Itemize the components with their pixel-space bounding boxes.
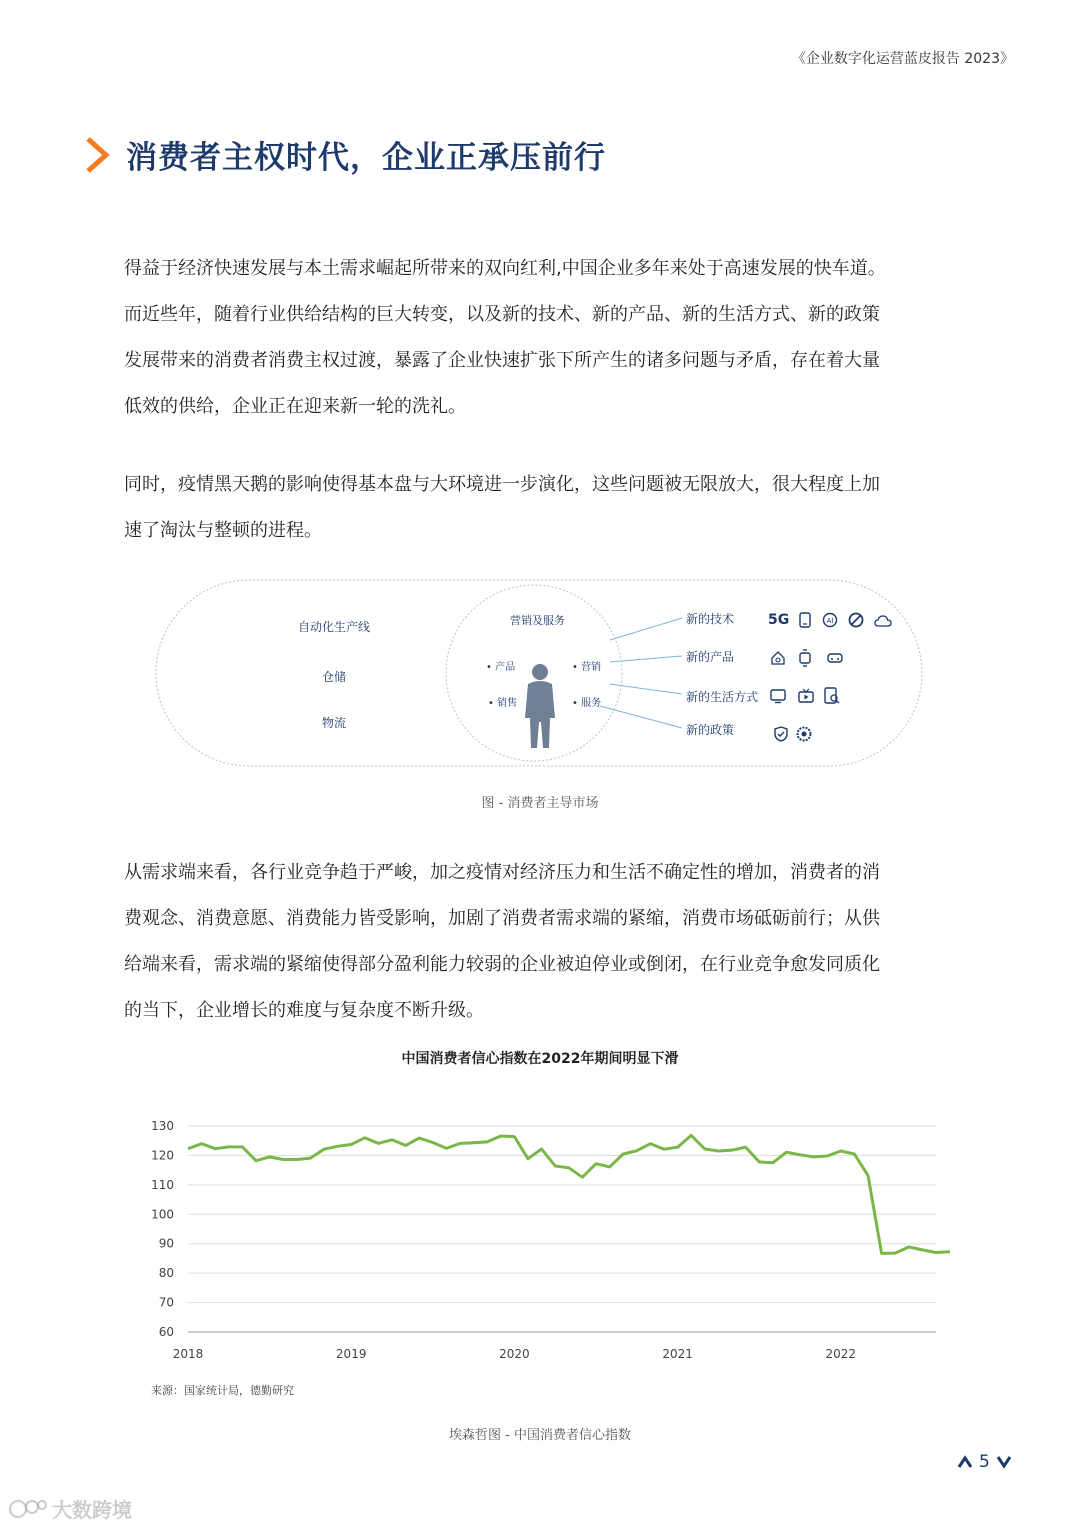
x-tick-label: 2019 [335,1347,367,1361]
x-tick-label: 2018 [172,1347,204,1361]
paragraph-line: 费观念、消费意愿、消费能力皆受影响，加剧了消费者需求端的紧缩，消费市场砥砺前行；从供 [124,908,880,929]
chart-source: 来源：国家统计局，德勤研究 [151,1384,294,1397]
chevron-down-icon[interactable] [996,1455,1012,1469]
y-tick-label: 80 [158,1266,174,1281]
paragraph-line: 发展带来的消费者消费主权过渡，暴露了企业快速扩张下所产生的诸多问题与矛盾，存在着大量 [124,350,880,371]
paragraph-line: 给端来看，需求端的紧缩使得部分盈利能力较弱的企业被迫停业或倒闭，在行业竞争愈发同质化 [124,954,880,975]
watermark-logo-icon [8,1496,48,1522]
paragraph-3 [124,850,960,1034]
paragraph-line: 速了淘汰与整顿的进程。 [124,520,322,541]
document-search-icon [824,687,840,705]
diagram-center-title: 营销及服务 [510,614,565,627]
diagram-left-item: 仓储 [322,670,347,684]
tv-icon [798,688,814,704]
diagram-center-item: • 销售 [488,698,518,709]
paragraph-line: 得益于经济快速发展与本土需求崛起所带来的双向红利,中国企业多年来处于高速发展的快车道。 [124,258,886,279]
x-tick-label: 2022 [825,1347,857,1361]
x-tick-label: 2020 [499,1347,530,1361]
y-tick-label: 70 [158,1295,174,1310]
y-tick-label: 60 [158,1325,174,1339]
car-icon [826,651,844,665]
cloud-icon [874,614,892,628]
shield-check-icon [774,726,788,742]
gear-badge-icon [796,726,812,742]
diagram-right-item: 新的政策 [686,723,735,737]
diagram-right-item: 新的产品 [686,650,735,664]
diagram-left-item: 自动化生产线 [298,620,371,634]
y-tick-label: 110 [151,1177,174,1192]
diagram-right-item: 新的技术 [686,612,735,626]
chart-caption: 埃森哲图 - 中国消费者信心指数 [449,1428,631,1443]
smart-home-icon [770,650,786,666]
page-navigation [957,1452,1012,1472]
phone-icon [798,612,812,628]
diagram-right-item: 新的生活方式 [686,690,759,704]
consumer-market-diagram [150,576,930,770]
paragraph-line: 而近些年，随着行业供给结构的巨大转变，以及新的技术、新的产品、新的生活方式、新的政策 [124,304,880,325]
series-line [188,1135,950,1253]
diagram-left-item: 物流 [322,716,347,730]
watermark [8,1494,132,1523]
svg-text:AI: AI [826,617,834,625]
ai-icon [822,612,838,628]
no-sign-icon [848,612,864,628]
y-tick-label: 130 [151,1119,174,1133]
section-heading [84,132,606,177]
watch-icon [798,649,812,667]
person-silhouette [525,664,555,748]
diagram-outline [150,576,930,770]
monitor-icon [770,688,786,704]
chevron-right-icon [84,135,112,175]
chart-title: 中国消费者信心指数在2022年期间明显下滑 [401,1051,679,1067]
paragraph-1 [124,246,960,430]
y-tick-label: 100 [151,1207,174,1222]
diagram-center-item: • 营销 [572,662,602,673]
paragraph-2 [124,462,960,554]
diagram-center-item: • 服务 [572,698,602,709]
y-tick-label: 120 [151,1148,174,1163]
paragraph-line: 低效的供给，企业正在迎来新一轮的洗礼。 [124,396,466,417]
diagram-caption: 图 - 消费者主导市场 [481,796,599,811]
x-tick-label: 2021 [662,1347,693,1361]
report-title: 《企业数字化运营蓝皮报告 2023》 [791,51,1014,67]
paragraph-line: 从需求端来看，各行业竞争趋于严峻，加之疫情对经济压力和生活不确定性的增加，消费者的消 [124,862,880,883]
diagram-center-item: • 产品 [486,662,516,673]
paragraph-line: 同时，疫情黑天鹅的影响使得基本盘与大环境进一步演化，这些问题被无限放大，很大程度上加 [124,474,880,495]
5g-icon: 5G [768,612,790,628]
watermark-text: 大数跨境 [52,1498,132,1522]
page-number: 5 [979,1452,990,1472]
section-title: 消费者主权时代，企业正承压前行 [126,140,606,176]
y-tick-label: 90 [158,1236,174,1251]
consumer-confidence-chart [140,1110,950,1370]
chevron-up-icon[interactable] [957,1455,973,1469]
paragraph-line: 的当下，企业增长的难度与复杂度不断升级。 [124,1000,484,1021]
